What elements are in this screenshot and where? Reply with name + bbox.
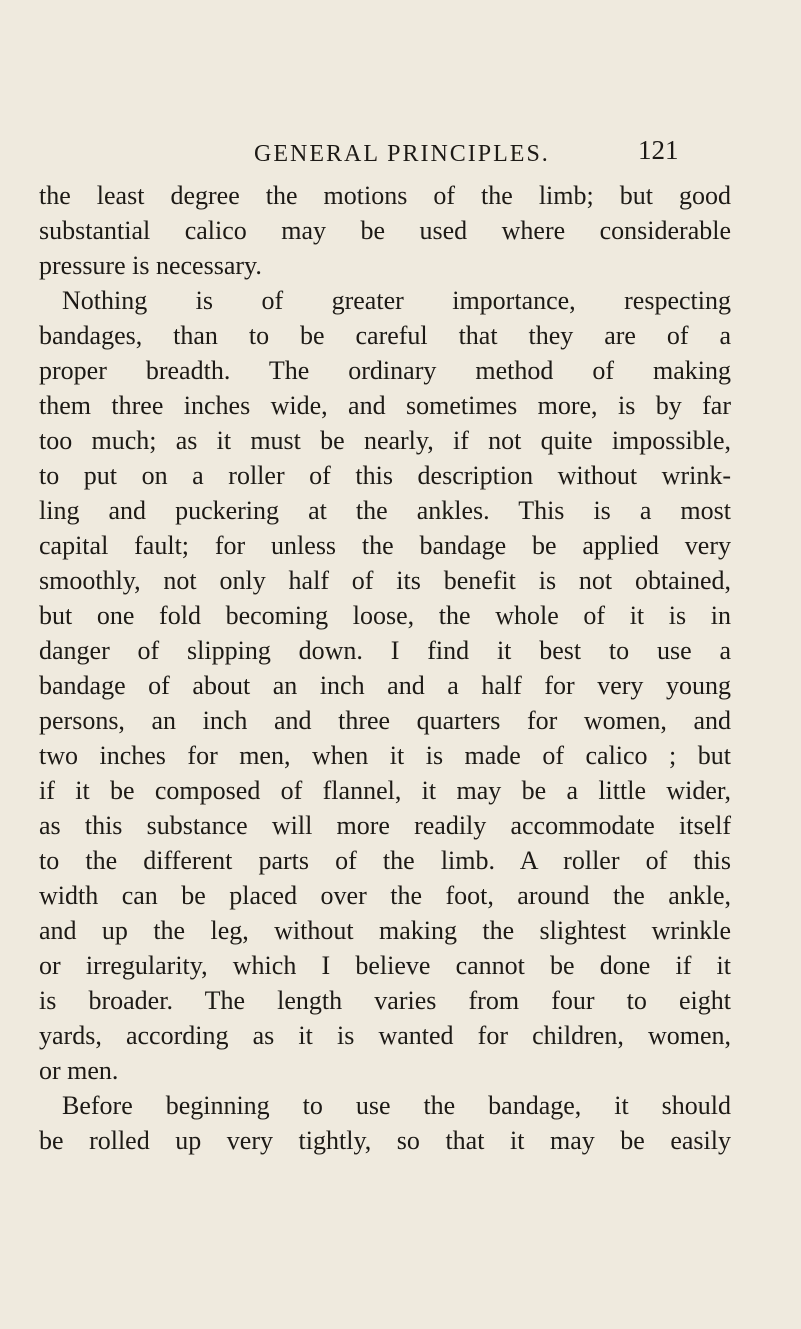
text-line: persons, an inch and three quarters for women, and [39,706,731,735]
running-head [0,137,801,171]
text-line: Nothing is of greater importance, respecting [62,286,731,315]
text-line: the least degree the motions of the limb; but good [39,181,731,210]
text-line: or men. [39,1056,119,1085]
page-number: 121 [638,135,679,165]
text-line: bandage of about an inch and a half for very young [39,671,731,700]
text-line: be rolled up very tightly, so that it may be easily [39,1126,731,1155]
text-line: as this substance will more readily accommodate itself [39,811,731,840]
text-line: to put on a roller of this description without wrink- [39,461,731,490]
text-line: danger of slipping down. I find it best to use a [39,636,731,665]
text-line: Before beginning to use the bandage, it should [62,1091,731,1120]
text-line: and up the leg, without making the slightest wrinkle [39,916,731,945]
text-line: ling and puckering at the ankles. This is a most [39,496,731,525]
text-line: to the different parts of the limb. A roller of this [39,846,731,875]
text-line: too much; as it must be nearly, if not quite impossible, [39,426,731,455]
text-line: smoothly, not only half of its benefit is not obtained, [39,566,731,595]
text-line: but one fold becoming loose, the whole of it is in [39,601,731,630]
text-line: capital fault; for unless the bandage be applied very [39,531,731,560]
text-line: them three inches wide, and sometimes more, is by far [39,391,731,420]
text-line: is broader. The length varies from four to eight [39,986,731,1015]
text-line: if it be composed of flannel, it may be a little wider, [39,776,731,805]
text-line: yards, according as it is wanted for children, women, [39,1021,731,1050]
text-line: bandages, than to be careful that they are of a [39,321,731,350]
text-line: two inches for men, when it is made of calico ; but [39,741,731,770]
text-line: width can be placed over the foot, around the ankle, [39,881,731,910]
text-line: proper breadth. The ordinary method of making [39,356,731,385]
chapter-heading: GENERAL PRINCIPLES. [254,141,550,167]
text-line: or irregularity, which I believe cannot be done if it [39,951,731,980]
text-line: pressure is necessary. [39,251,262,280]
text-line: substantial calico may be used where considerable [39,216,731,245]
